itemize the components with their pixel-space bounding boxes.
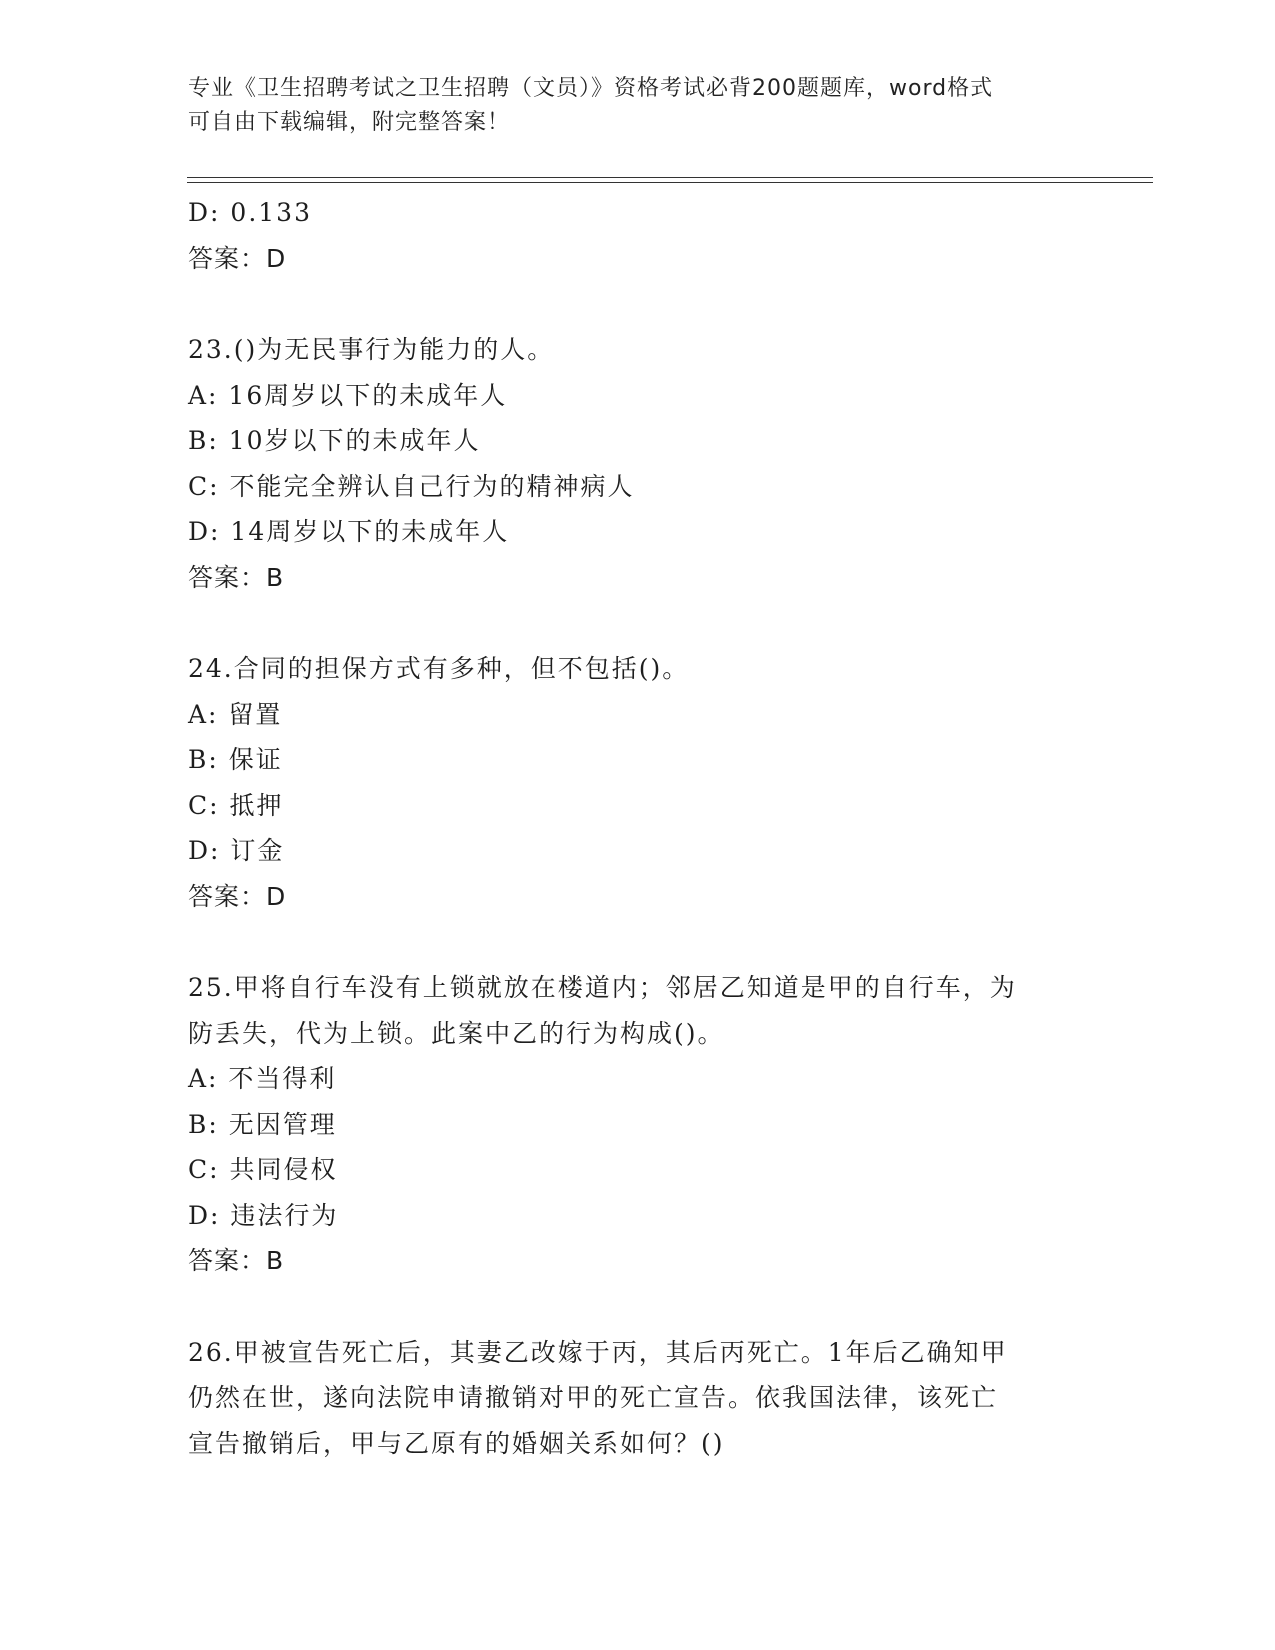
question-stem: 24.合同的担保方式有多种，但不包括()。	[188, 654, 690, 683]
option-a: A: 不当得利	[188, 1064, 337, 1093]
option-a: A: 16周岁以下的未成年人	[188, 380, 508, 410]
option-b: B: 保证	[188, 745, 283, 774]
question-24	[188, 646, 1088, 919]
header-divider-bottom	[187, 182, 1153, 183]
option-c: C: 共同侵权	[188, 1155, 338, 1184]
option-c: C: 抵押	[188, 790, 284, 820]
option-b: B: 无因管理	[188, 1109, 337, 1139]
question-stem: 23.()为无民事行为能力的人。	[188, 335, 555, 364]
option-d: D: 14周岁以下的未成年人	[188, 517, 510, 546]
header-divider-top	[187, 177, 1153, 178]
question-25	[188, 965, 1088, 1284]
question-content	[188, 190, 1088, 1466]
option-d: D: 订金	[188, 836, 285, 865]
answer: 答案：B	[188, 1246, 285, 1275]
question-stem: 25.甲将自行车没有上锁就放在楼道内；邻居乙知道是甲的自行车，为 防丢失，代为上锁。此案中乙的行为构成()。	[188, 973, 1017, 1048]
question-26	[188, 1330, 1088, 1467]
option-b: B: 10岁以下的未成年人	[188, 426, 481, 455]
option-c: C: 不能完全辨认自己行为的精神病人	[188, 471, 635, 501]
option-a: A: 留置	[188, 699, 283, 729]
header-line-1: 专业《卫生招聘考试之卫生招聘（文员）》资格考试必背200题题库，word格式	[188, 76, 994, 101]
header-line-2: 可自由下载编辑，附完整答案！	[188, 110, 511, 135]
page-header	[188, 72, 1088, 140]
option-d: D: 违法行为	[188, 1200, 339, 1230]
question-stem: 26.甲被宣告死亡后，其妻乙改嫁于丙，其后丙死亡。1年后乙确知甲 仍然在世，遂向法院申请撤销对甲的死亡宣告。依我国法律，该死亡 宣告撤销后，甲与乙原有的婚姻关系如何？()	[188, 1337, 1008, 1458]
answer: 答案：D	[188, 881, 287, 911]
prev-answer: 答案：D	[188, 243, 287, 273]
answer: 答案：B	[188, 562, 285, 592]
prev-option-d: D: 0.133	[188, 198, 312, 227]
question-23	[188, 327, 1088, 600]
